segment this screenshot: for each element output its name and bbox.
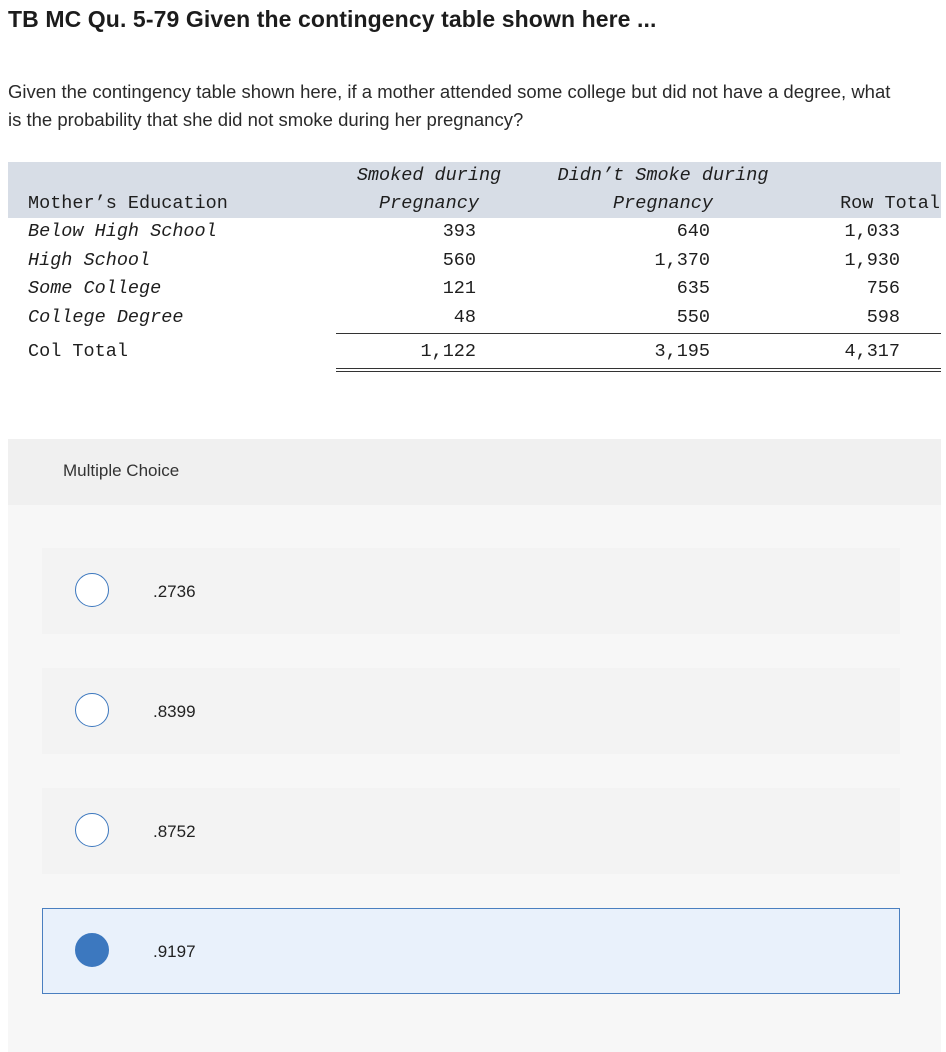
row-label: Below High School — [28, 221, 217, 242]
row-label: High School — [28, 250, 151, 271]
answer-option[interactable] — [42, 548, 900, 634]
row-label: Some College — [28, 278, 162, 299]
cell-row-total: 756 — [866, 278, 900, 299]
cell-smoked: 121 — [442, 278, 476, 299]
header-smoked-line2: Pregnancy — [379, 193, 479, 214]
cell-not-smoked: 550 — [676, 307, 710, 328]
row-label: College Degree — [28, 307, 184, 328]
multiple-choice-panel — [8, 439, 941, 1052]
table-double-rule-top — [336, 368, 941, 369]
header-smoked-line1: Smoked during — [356, 165, 502, 186]
question-text: Given the contingency table shown here, if a mother attended some college but did not have a degree, what is the probability that she did not smoke during her pregnancy? — [8, 81, 891, 130]
col-total-not-smoked: 3,195 — [654, 341, 710, 362]
radio-button[interactable] — [75, 933, 109, 967]
header-not-smoked-line2: Pregnancy — [613, 193, 713, 214]
table-rule — [336, 333, 941, 334]
contingency-table — [8, 162, 941, 382]
col-total-grand: 4,317 — [844, 341, 900, 362]
answer-option[interactable] — [42, 668, 900, 754]
answer-option-text: .8399 — [153, 702, 196, 721]
cell-not-smoked: 635 — [676, 278, 710, 299]
table-double-rule-bottom — [336, 371, 941, 372]
col-total-smoked: 1,122 — [420, 341, 476, 362]
cell-row-total: 1,033 — [844, 221, 900, 242]
radio-button[interactable] — [75, 813, 109, 847]
answer-option-text: .9197 — [153, 942, 196, 961]
answer-option-text: .8752 — [153, 822, 196, 841]
cell-smoked: 48 — [453, 307, 476, 328]
header-not-smoked-line1: Didn’t Smoke during — [557, 165, 769, 186]
cell-smoked: 560 — [442, 250, 476, 271]
cell-row-total: 598 — [866, 307, 900, 328]
header-education: Mother’s Education — [28, 193, 228, 214]
cell-not-smoked: 1,370 — [654, 250, 710, 271]
answer-option[interactable] — [42, 788, 900, 874]
header-row-total: Row Total — [840, 193, 940, 214]
col-total-label: Col Total — [28, 341, 128, 362]
cell-smoked: 393 — [442, 221, 476, 242]
radio-button[interactable] — [75, 573, 109, 607]
cell-row-total: 1,930 — [844, 250, 900, 271]
question-title: TB MC Qu. 5-79 Given the contingency table shown here ... — [8, 6, 657, 32]
answer-option[interactable] — [42, 908, 900, 994]
radio-button[interactable] — [75, 693, 109, 727]
cell-not-smoked: 640 — [676, 221, 710, 242]
answer-option-text: .2736 — [153, 582, 196, 601]
multiple-choice-header — [8, 439, 941, 505]
multiple-choice-label: Multiple Choice — [63, 461, 180, 480]
